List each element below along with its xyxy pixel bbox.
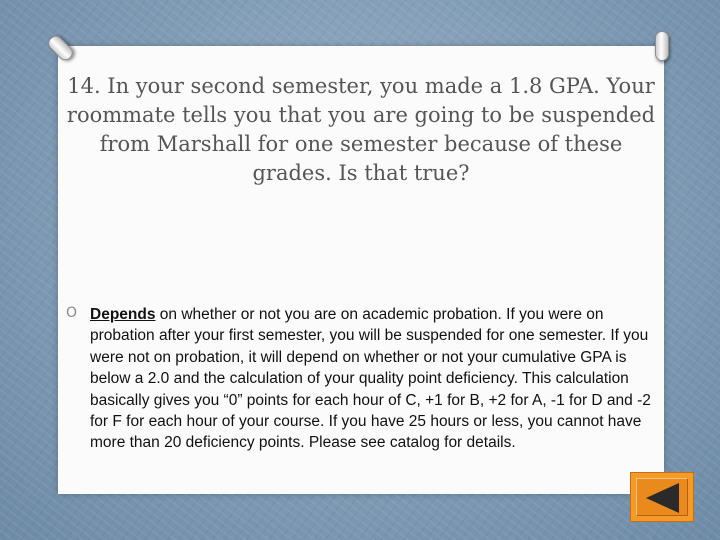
pin-icon-right xyxy=(655,31,669,61)
back-button[interactable] xyxy=(630,472,694,522)
bullet-text xyxy=(90,304,656,454)
bullet-marker: O xyxy=(66,305,78,321)
bullet-item xyxy=(66,304,656,454)
bullet-body: on whether or not you are on academic probation. If you were on probation after your first semester, you will be suspended for one semester. If you were not on probation, it will depend on whether or not your cumulative GPA is below a 2.0 and the calculation of your quality point deficiency. This calculation basically gives you “0” points for each hour of C, +1 for B, +2 for A, -1 for D and -2 for F for each hour of your course. If you have 25 hours or less, you cannot have more than 20 deficiency points. Please see catalog for details. xyxy=(90,306,651,452)
bullet-emphasis: Depends xyxy=(90,306,156,323)
back-triangle-icon xyxy=(645,482,681,514)
slide-title: 14. In your second semester, you made a 1.8 GPA. Your roommate tells you that you are going to be suspended from Marshall for one semester because of these grades. Is that true? xyxy=(66,74,656,185)
